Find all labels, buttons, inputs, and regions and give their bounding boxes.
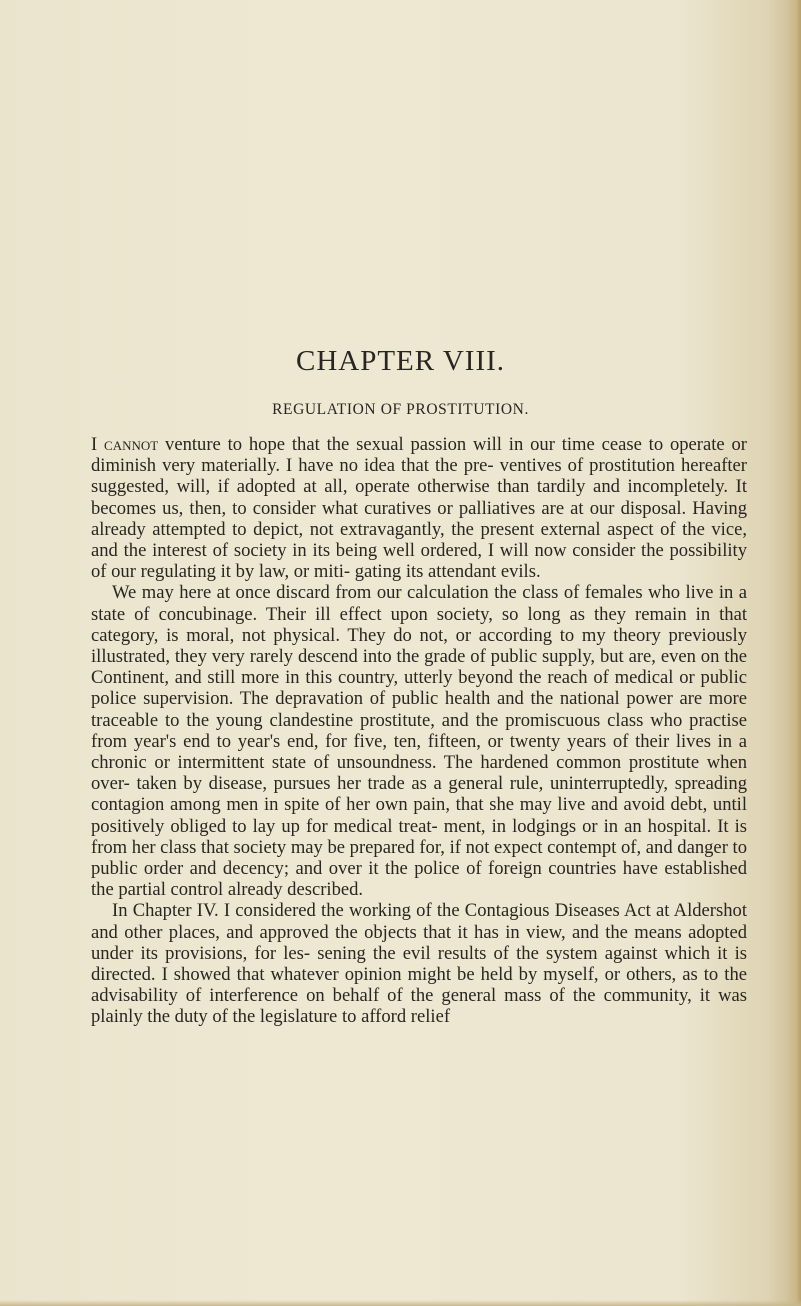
page-edge-shadow: [787, 0, 801, 1306]
paragraph-2: We may here at once discard from our calculation the class of females who live in a state of concubinage. Their ill effect upon society, so long as they remain in that category, is moral, not physical. They do not, or according to my theory previously illustrated, they very rarely descend into the grade of public supply, but are, even on the Continent, and still more in this country, utterly beyond the reach of medical or public police supervision. The depravation of public health and the national power are more traceable to the young clandestine prostitute, and the promiscuous class who practise from year's end to year's end, for five, ten, fifteen, or twenty years of their lives in a chronic or intermittent state of unsoundness. The hardened common prostitute when over- taken by disease, pursues her trade as a general rule, uninterruptedly, spreading contagion among men in spite of her own pain, that she may live and avoid debt, until positively obliged to lay up for medical treat- ment, in lodgings or in an hospital. It is from her class that society may be prepared for, if not expect contempt of, and danger to public order and decency; and over it the police of foreign countries have established the partial control already described.: [91, 582, 747, 901]
section-title: REGULATION OF PROSTITUTION.: [272, 401, 529, 418]
chapter-body: [91, 434, 747, 1028]
paragraph-lead: I cannot: [91, 434, 159, 455]
chapter-title: CHAPTER VIII.: [295, 345, 506, 377]
paragraph-text: venture to hope that the sexual passion will in our time cease to operate or diminish very materially. I have no idea that the pre- ventives of prostitution hereafter suggested, will, if adopted at all, operate otherwise than tardily and incompletely. It becomes us, then, to consider what curatives or palliatives are at our disposal. Having already attempted to depict, not extravagantly, the present external aspect of the vice, and the interest of society in its being well ordered, I will now consider the possibility of our regulating it by law, or miti- gating its attendant evils.: [91, 434, 747, 583]
paragraph-3: In Chapter IV. I considered the working of the Contagious Diseases Act at Aldershot and other places, and approved the objects that it has in view, and the means adopted under its provisions, for les- sening the evil results of the system against which it is directed. I showed that whatever opinion might be held by myself, or others, as to the advisability of interference on behalf of the general mass of the community, it was plainly the duty of the legislature to afford relief: [91, 900, 747, 1028]
paragraph-1: [91, 434, 747, 582]
page-bottom-shadow: [0, 1300, 801, 1306]
